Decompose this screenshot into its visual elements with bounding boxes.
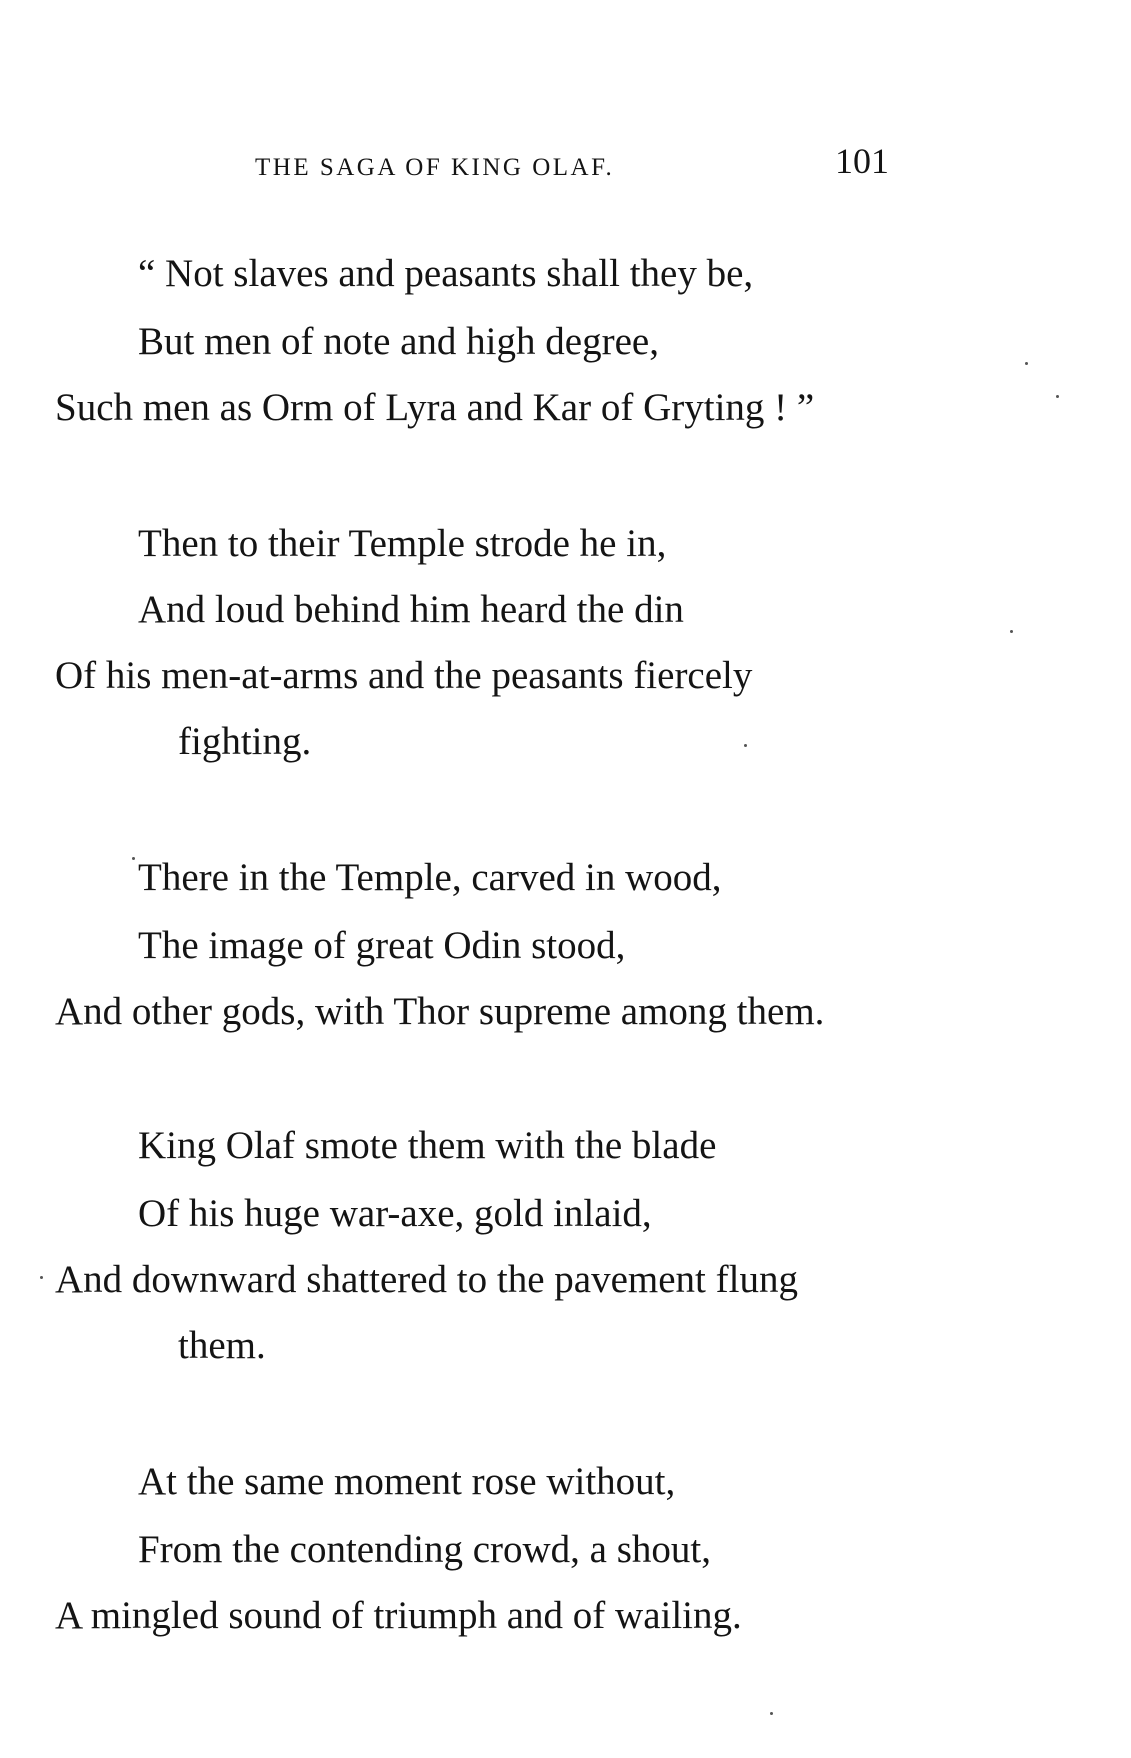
paper-speck [1010,630,1013,633]
poem-line: The image of great Odin stood, [138,924,626,967]
poem-line: A mingled sound of triumph and of wailing. [55,1594,742,1637]
poem-line: And downward shattered to the pavement flung [55,1258,798,1301]
poem-line: “ Not slaves and peasants shall they be, [138,252,754,295]
poem-line: Then to their Temple strode he in, [138,522,667,565]
page-number: 101 [835,141,889,181]
poem-line: And other gods, with Thor supreme among them. [55,990,825,1033]
poem-line: There in the Temple, carved in wood, [138,856,722,899]
running-head [0,140,1131,190]
paper-speck [744,744,747,747]
running-title: THE SAGA OF KING OLAF. [255,154,615,181]
poem-line: But men of note and high degree, [138,320,659,363]
paper-speck [1025,362,1028,365]
poem-line: From the contending crowd, a shout, [138,1528,711,1571]
poem-line: Such men as Orm of Lyra and Kar of Gryting ! ” [55,386,815,429]
poem-line-turnover: fighting. [178,720,312,763]
poem-line: King Olaf smote them with the blade [138,1124,717,1167]
poem-line: Of his huge war-axe, gold inlaid, [138,1192,652,1235]
poem-line: At the same moment rose without, [138,1460,676,1503]
paper-speck [1056,395,1059,398]
poem-line: Of his men-at-arms and the peasants fiercely [55,654,753,697]
poem-line-turnover: them. [178,1324,266,1367]
paper-speck [132,857,135,860]
paper-speck [770,1712,773,1715]
paper-speck [40,1276,43,1279]
poem-line: And loud behind him heard the din [138,588,684,631]
